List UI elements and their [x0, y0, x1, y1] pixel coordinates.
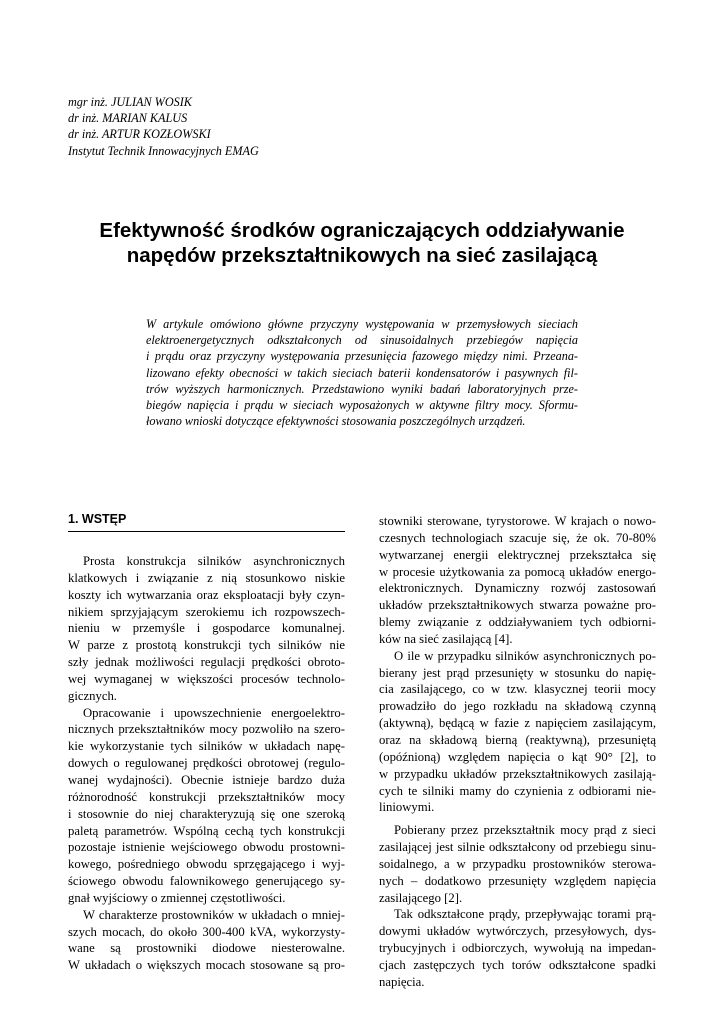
text-line: soidalnego, a w przypadku prostowników sterowa-: [379, 856, 656, 871]
section-heading: 1. WSTĘP: [68, 512, 127, 526]
text-line: blemy związanie z oddziaływaniem tych odbiorni-: [379, 615, 656, 630]
author-line: dr inż. ARTUR KOZŁOWSKI: [68, 127, 211, 142]
title-line: Efektywność środków ograniczających oddziaływanie: [99, 219, 625, 242]
text-line: koszty ich wytwarzania oraz eksploatacji były czyn-: [68, 587, 345, 602]
text-line: oraz na składową bierną (reaktywną), przesuniętą: [379, 732, 656, 747]
text-line: dowych o regulowanej prędkości obrotowej (regulo-: [68, 756, 345, 771]
section-divider: [68, 531, 345, 532]
abstract: [146, 316, 578, 429]
text-line: pozostaje istnienie wejściowego obwodu prostowni-: [68, 840, 345, 855]
text-line: nikiem sprzyjającym szerokiemu ich rozpowszech-: [68, 604, 345, 619]
text-line: W układach o większych mocach stosowane są pro-: [68, 958, 345, 973]
text-line: prowadziło do jego rozkładu na składową czynną: [379, 699, 656, 714]
text-line: w procesie użytkowania za pomocą układów energo-: [379, 564, 656, 579]
abstract-line: elektroenergetycznych odkształconych od sinusoidalnych przebiegów napięcia: [146, 333, 578, 348]
author-line: dr inż. MARIAN KALUS: [68, 111, 188, 126]
text-line: kie wykorzystanie tych silników w układach napę-: [68, 739, 345, 754]
text-line: szych mocach, do około 300-400 kVA, wykorzysty-: [68, 924, 345, 939]
text-line: Tak odkształcone prądy, przepływając torami prą-: [394, 907, 656, 922]
text-line: Pobierany przez przekształtnik mocy prąd z sieci: [394, 823, 656, 838]
left-column: [68, 553, 345, 974]
text-line: elektronicznych. Dynamiczny rozwój zastosowań: [379, 581, 656, 596]
text-line: czesnych technologiach szacuje się, że ok. 70-80%: [379, 530, 656, 545]
text-line: w przypadku układów przekształtnikowych zasilają-: [379, 766, 656, 781]
abstract-line: W artykule omówiono główne przyczyny występowania w przemysłowych sieciach: [146, 317, 578, 331]
text-line: (aktywną), będącą w fazie z napięciem zasilającym,: [379, 716, 656, 731]
text-line: Prosta konstrukcja silników asynchronicznych: [83, 554, 345, 568]
abstract-line: biegów napięcia i prądu w sieciach wyposażonych w aktywne filtry mocy. Sformu-: [146, 398, 578, 413]
text-line: stowniki sterowane, tyrystorowe. W krajach o nowo-: [379, 514, 656, 528]
right-column: [379, 513, 656, 991]
text-line: wane są prostowniki diodowe niesterowalne.: [68, 941, 345, 956]
text-line: Opracowanie i upowszechnienie energoelektro-: [83, 705, 345, 720]
text-line: (opóźnioną) względem napięcia o kąt 90° [2], to: [379, 749, 656, 764]
text-line: cych te silniki mamy do czynienia z odbiorami nie-: [379, 783, 656, 798]
title-line: napędów przekształtnikowych na sieć zasilającą: [126, 244, 598, 267]
abstract-line: trów wyższych harmonicznych. Przedstawiono wyniki badań laboratoryjnych prze-: [146, 381, 578, 396]
text-line: szły jednak możliwości regulacji prędkości obroto-: [68, 655, 345, 670]
text-line: cjach zastępczych tych torów odkształcone spadki: [379, 957, 656, 972]
text-line: W charakterze prostowników w układach o mniej-: [83, 907, 345, 922]
text-line: cia zasilającego, co w tzw. klasycznej teorii mocy: [379, 682, 656, 697]
text-line: ków na sieć zasilającą [4].: [379, 631, 513, 646]
text-line: W parze z prostotą konstrukcji tych silników nie: [68, 638, 345, 653]
text-line: trybucyjnych i odbiorczych, wywołują na impedan-: [379, 941, 656, 956]
text-line: zasilającej jest silnie odkształcony od przebiegu sinu-: [379, 840, 656, 855]
text-line: kowego, pośredniego obwodu sprzęgającego i wyj-: [68, 857, 345, 872]
author-line: mgr inż. JULIAN WOSIK: [68, 95, 192, 109]
text-line: zasilającego [2].: [379, 890, 463, 905]
text-line: napięcia.: [379, 974, 425, 989]
author-block: [68, 94, 259, 159]
text-line: ściowego obwodu falownikowego generującego sy-: [68, 874, 345, 889]
text-line: bierany jest prąd przesunięty w stosunku do napię-: [379, 665, 656, 680]
text-line: układów przekształtnikowych stwarza poważne pro-: [379, 598, 656, 613]
abstract-line: łowano wnioski dotyczące efektywności stosowania poszczególnych urządzeń.: [146, 414, 526, 429]
text-line: O ile w przypadku silników asynchronicznych po-: [394, 648, 656, 663]
text-line: dowymi układów wytwórczych, przesyłowych, dys-: [379, 924, 656, 939]
paper-title: [40, 218, 684, 268]
text-line: klatkowych i związanie z nią stosunkowo niskie: [68, 570, 345, 585]
text-line: i stosownie do niej charakteryzują się one szeroką: [68, 806, 345, 821]
abstract-line: lizowano efekty obecności w takich sieciach baterii kondensatorów i pasywnych fil-: [146, 365, 578, 380]
affiliation: Instytut Technik Innowacyjnych EMAG: [68, 143, 259, 158]
text-line: liniowymi.: [379, 800, 435, 815]
text-line: wanej wydajności). Obecnie istnieje bardzo duża: [68, 772, 345, 787]
abstract-line: i prądu oraz przyczyny występowania przesunięcia fazowego między nimi. Przeana-: [146, 349, 578, 364]
text-line: wytwarzanej energii elektrycznej przekształca się: [379, 547, 656, 562]
text-line: wej wymaganej w większości procesów technolo-: [68, 671, 345, 686]
text-line: nicznych przekształtników mocy pozwoliło na szero-: [68, 722, 345, 737]
text-line: nych – dodatkowo przesunięty względem napięcia: [379, 873, 656, 888]
text-line: gnał wyjściowy o zmiennej częstotliwości.: [68, 890, 286, 905]
text-line: nieniu w przemyśle i gospodarce komunalnej.: [68, 621, 345, 636]
text-line: różnorodność konstrukcji przekształtników mocy: [68, 789, 345, 804]
text-line: paletą parametrów. Wspólną cechą tych konstrukcji: [68, 823, 345, 838]
text-line: gicznych.: [68, 688, 117, 703]
